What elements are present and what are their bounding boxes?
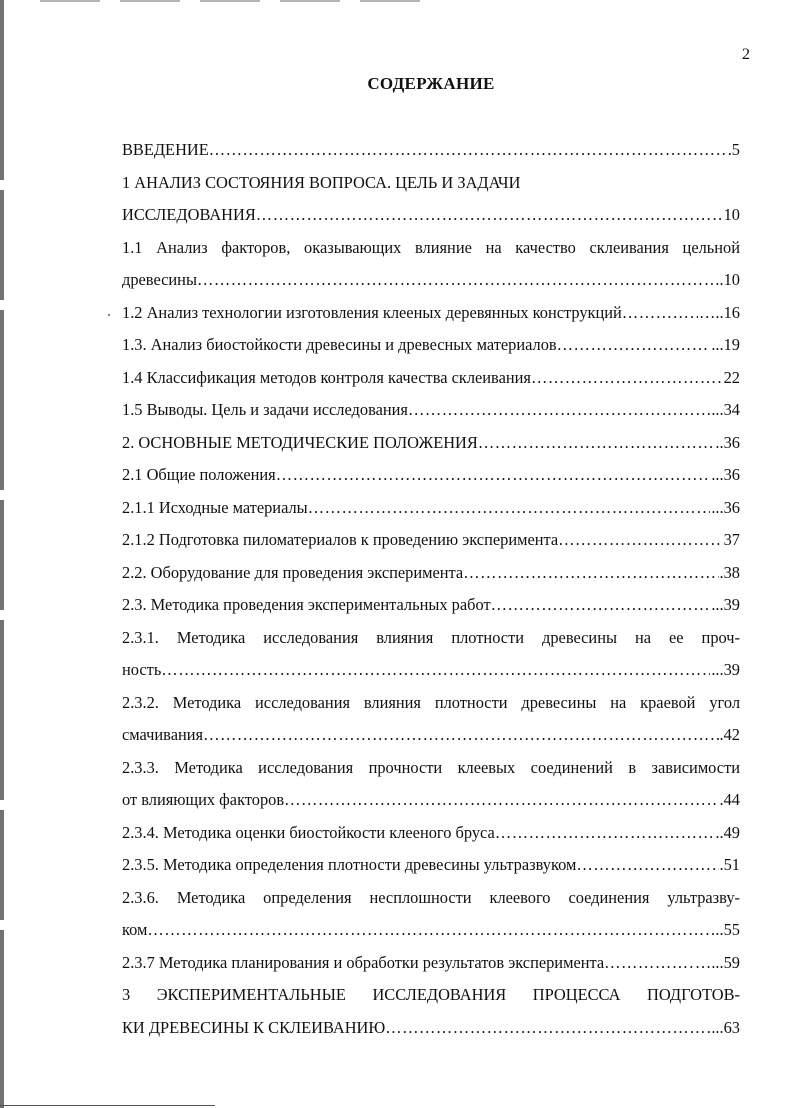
toc-entry-2-3-2-line-1[interactable]: 2.3.2. Методика исследования влияния плотности древесины на краевой угол	[122, 692, 740, 712]
toc-entry-chapter-3-line-1[interactable]: 3 ЭКСПЕРИМЕНТАЛЬНЫЕ ИССЛЕДОВАНИЯ ПРОЦЕССА ПОДГОТОВ-	[122, 985, 740, 1004]
toc-entry-page: ...36	[711, 465, 740, 484]
toc-entry-page: .38	[719, 562, 740, 582]
dot-leader	[557, 329, 711, 362]
toc-entry-text: 1.3. Анализ биостойкости древесины и древесных материалов	[122, 335, 557, 354]
toc-entry-text: КИ ДРЕВЕСИНЫ К СКЛЕИВАНИЮ	[122, 1017, 386, 1037]
toc-entry-2-3-6[interactable]	[122, 914, 740, 947]
toc-entry-2-1-1[interactable]	[122, 492, 740, 525]
toc-entry-page: .5	[727, 140, 740, 159]
toc-entry-2-1[interactable]	[122, 459, 740, 492]
toc-entry-2-3-6-line-1[interactable]: 2.3.6. Методика определения несплошности клеевого соединения ультразву-	[122, 887, 740, 907]
toc-entry-page: .42	[719, 725, 740, 744]
toc-entry-chapter-3[interactable]	[122, 1012, 740, 1045]
toc-entry-2-1-2[interactable]	[122, 524, 740, 557]
toc-entry-1-1[interactable]	[122, 264, 740, 297]
toc-entry-text: 2.1 Общие положения	[122, 465, 276, 484]
toc-entry-chapter-1-line-1[interactable]: 1 АНАЛИЗ СОСТОЯНИЯ ВОПРОСА. ЦЕЛЬ И ЗАДАЧИ	[122, 172, 521, 192]
toc-entry-text: 1.4 Классификация методов контроля качества склеивания	[122, 367, 531, 387]
dot-leader	[256, 199, 723, 232]
toc-entry-page: ..36	[715, 432, 740, 452]
toc-entry-text: 2.3. Методика проведения экспериментальных работ	[122, 595, 491, 614]
toc-entry-page: 10	[723, 205, 740, 224]
dot-leader	[197, 264, 714, 297]
scan-artifact-bottom	[0, 1105, 215, 1106]
toc-entry-1-2[interactable]	[122, 297, 740, 330]
toc-entry-page: ..55	[715, 920, 740, 939]
toc-entry-text: от влияющих факторов	[122, 790, 285, 809]
toc-entry-page: …..16	[699, 302, 740, 322]
dot-leader	[463, 557, 718, 590]
toc-entry-page: ...34	[711, 400, 740, 419]
dot-leader	[408, 394, 710, 427]
scan-artifact-left-edge	[0, 0, 4, 1108]
toc-entry-2-3-1[interactable]	[122, 654, 740, 687]
toc-entry-2-3-3[interactable]	[122, 784, 740, 817]
toc-entry-2-3-3-line-1[interactable]: 2.3.3. Методика исследования прочности клеевых соединений в зависимости	[122, 757, 740, 777]
toc-entry-text: 2.2. Оборудование для проведения эксперимента	[122, 562, 464, 582]
dot-leader	[147, 914, 714, 947]
toc-entry-2-2[interactable]	[122, 557, 740, 590]
toc-entry-text: 1.5 Выводы. Цель и задачи исследования	[122, 400, 408, 419]
dot-leader	[491, 589, 711, 622]
page-title: СОДЕРЖАНИЕ	[367, 74, 495, 93]
dot-leader	[284, 784, 718, 817]
toc-entry-chapter-1[interactable]	[122, 199, 740, 232]
toc-entry-page: 37	[723, 530, 740, 549]
dot-leader	[161, 654, 710, 687]
toc-entry-2-3-5[interactable]	[122, 849, 740, 882]
toc-entry-page: ...39	[711, 660, 740, 679]
toc-entry-text: 2.3.4. Методика оценки биостойкости клееного бруса	[122, 822, 495, 842]
table-of-contents	[122, 134, 740, 1044]
dot-leader	[495, 817, 715, 850]
toc-entry-page: ..49	[715, 822, 740, 842]
dot-leader	[209, 134, 727, 167]
dot-leader	[478, 427, 715, 460]
toc-entry-page: ...63	[711, 1017, 740, 1037]
toc-entry-page: ...39	[711, 595, 740, 614]
toc-entry-text: ИССЛЕДОВАНИЯ	[122, 205, 256, 224]
dot-leader	[622, 297, 698, 330]
toc-entry-1-3[interactable]	[122, 329, 740, 362]
toc-entry-text: смачивания	[122, 725, 204, 744]
dot-leader	[576, 849, 718, 882]
toc-entry-introduction[interactable]	[122, 134, 740, 167]
toc-entry-text: 2.3.7 Методика планирования и обработки результатов эксперимента	[122, 952, 605, 972]
scan-artifact-dot	[108, 314, 110, 316]
scan-artifact-top	[40, 0, 420, 2]
page-number: 2	[742, 46, 750, 63]
toc-entry-page: ..10	[715, 270, 740, 289]
toc-entry-page: .44	[719, 790, 740, 809]
toc-entry-text: 2. ОСНОВНЫЕ МЕТОДИЧЕСКИЕ ПОЛОЖЕНИЯ	[122, 432, 478, 452]
toc-entry-page: ...36	[711, 497, 740, 517]
dot-leader	[531, 362, 723, 395]
toc-entry-2-3-7[interactable]	[122, 947, 740, 980]
toc-entry-text: ность	[122, 660, 162, 679]
dot-leader	[203, 719, 718, 752]
toc-entry-1-1-line-1[interactable]: 1.1 Анализ факторов, оказывающих влияние на качество склеивания цельной	[122, 237, 740, 257]
dot-leader	[276, 459, 711, 492]
toc-entry-2-3-1-line-1[interactable]: 2.3.1. Методика исследования влияния плотности древесины на ее проч-	[122, 627, 740, 647]
dot-leader	[385, 1012, 710, 1045]
toc-entry-text: древесины	[122, 270, 197, 289]
toc-entry-text: ком	[122, 920, 148, 939]
toc-entry-page: …...59	[694, 952, 740, 972]
toc-entry-text: 2.1.2 Подготовка пиломатериалов к проведению эксперимента	[122, 530, 559, 549]
dot-leader	[308, 492, 711, 525]
dot-leader	[558, 524, 722, 557]
toc-entry-2-3-2[interactable]	[122, 719, 740, 752]
toc-entry-text: ВВЕДЕНИЕ	[122, 140, 209, 159]
toc-entry-1-5[interactable]	[122, 394, 740, 427]
toc-entry-text: 2.3.5. Методика определения плотности древесины ультразвуком	[122, 855, 577, 874]
toc-entry-text: 1.2 Анализ технологии изготовления клееных деревянных конструкций	[122, 302, 622, 322]
toc-entry-chapter-2[interactable]	[122, 427, 740, 460]
dot-leader	[604, 947, 694, 980]
toc-entry-2-3-4[interactable]	[122, 817, 740, 850]
toc-entry-page: ...19	[711, 335, 740, 354]
toc-entry-2-3[interactable]	[122, 589, 740, 622]
toc-entry-1-4[interactable]	[122, 362, 740, 395]
toc-entry-text: 2.1.1 Исходные материалы	[122, 497, 308, 517]
toc-entry-page: 22	[723, 367, 740, 387]
toc-entry-page: .51	[719, 855, 740, 874]
